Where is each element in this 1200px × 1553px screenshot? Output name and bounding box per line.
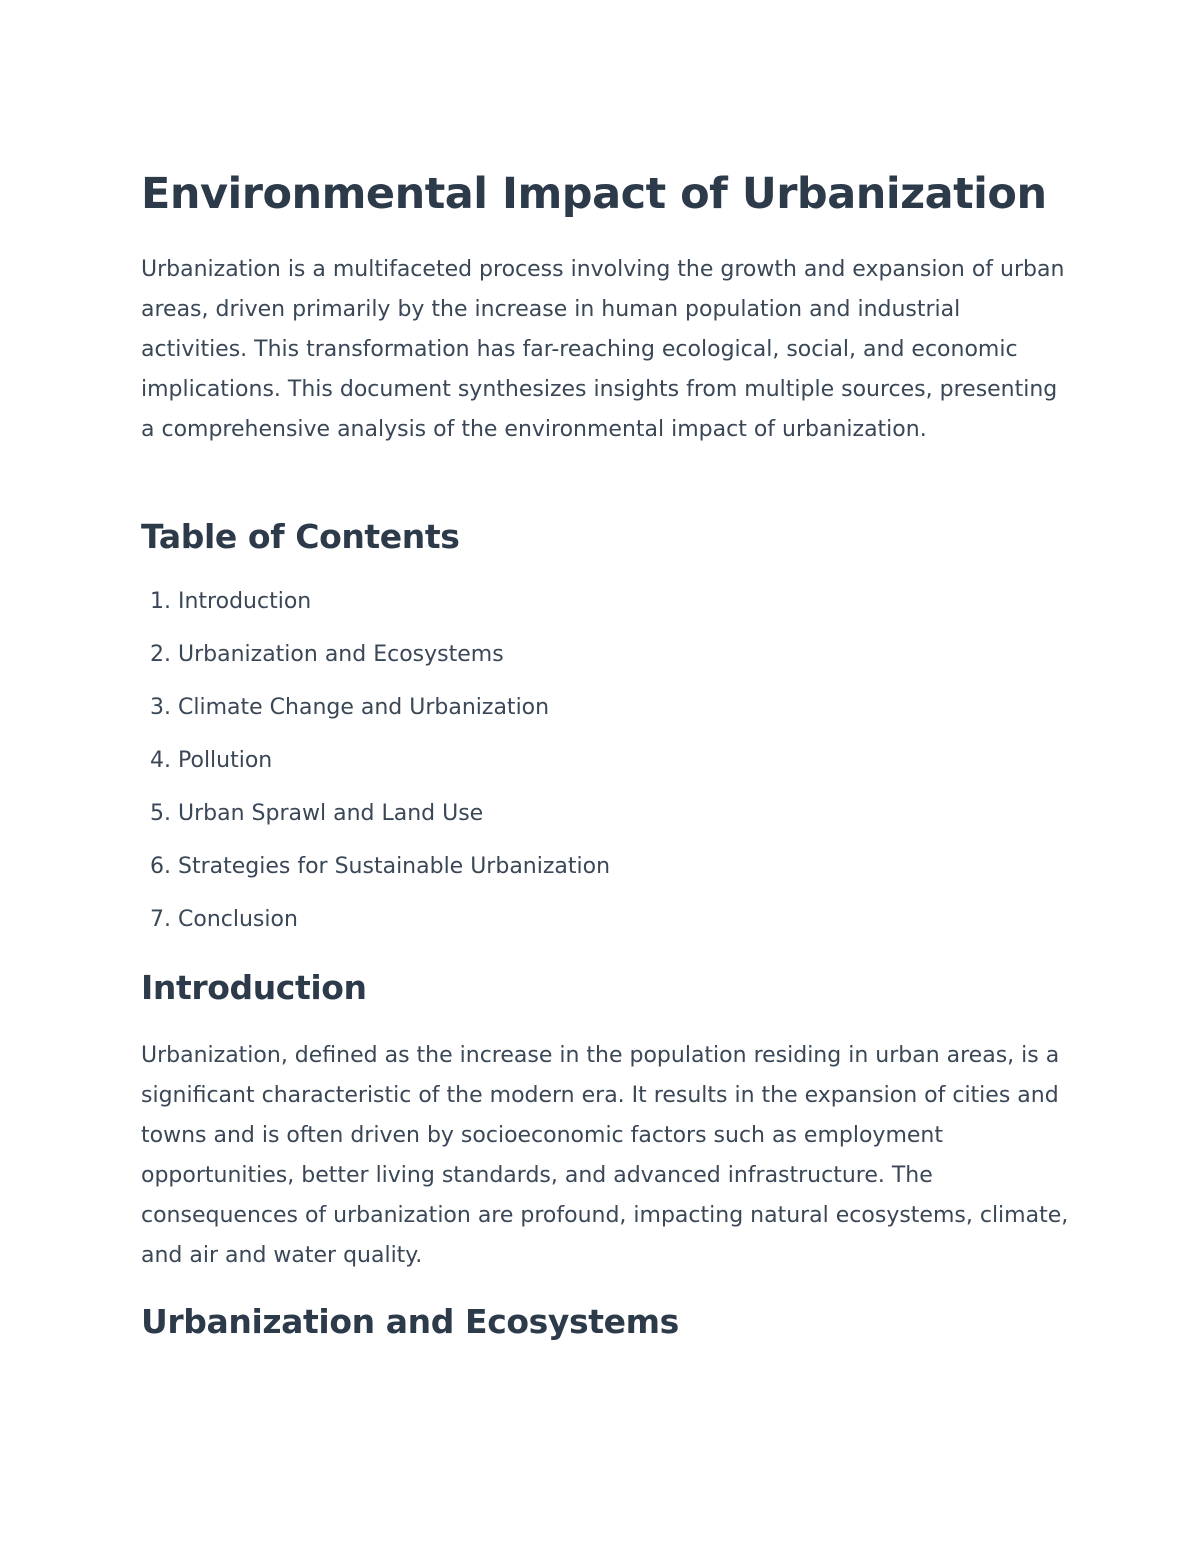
- toc-item-pollution[interactable]: [141, 741, 610, 794]
- toc-item-label: Introduction: [178, 589, 312, 614]
- ecosystems-heading: Urbanization and Ecosystems: [141, 1302, 679, 1341]
- toc-item-number: 5.: [150, 801, 171, 826]
- toc-item-conclusion[interactable]: [141, 900, 610, 953]
- intro-paragraph: Urbanization is a multifaceted process involving the growth and expansion of urban areas, driven primarily by the increase in human population and industrial activities. This transformation has far-reaching ecological, social, and economic implications. This document synthesizes insights from multiple sources, presenting a comprehensive analysis of the environmental impact of urbanization.: [141, 257, 1065, 442]
- toc-item-number: 7.: [150, 907, 171, 932]
- toc-item-number: 1.: [150, 589, 171, 614]
- toc-item-climate-change[interactable]: [141, 688, 610, 741]
- toc-item-label: Climate Change and Urbanization: [178, 695, 550, 720]
- toc-item-urban-sprawl[interactable]: [141, 794, 610, 847]
- toc-item-label: Strategies for Sustainable Urbanization: [178, 854, 611, 879]
- toc-item-number: 2.: [150, 642, 171, 667]
- introduction-heading: Introduction: [141, 968, 367, 1007]
- toc-item-number: 3.: [150, 695, 171, 720]
- toc-item-urbanization-and-ecosystems[interactable]: [141, 635, 610, 688]
- toc-heading: Table of Contents: [141, 517, 460, 556]
- toc-item-introduction[interactable]: [141, 582, 610, 635]
- table-of-contents: [141, 582, 610, 953]
- toc-item-label: Urbanization and Ecosystems: [178, 642, 504, 667]
- document-title: Environmental Impact of Urbanization: [141, 169, 1047, 219]
- toc-item-number: 6.: [150, 854, 171, 879]
- toc-item-label: Urban Sprawl and Land Use: [178, 801, 484, 826]
- toc-item-strategies[interactable]: [141, 847, 610, 900]
- toc-item-label: Pollution: [178, 748, 273, 773]
- toc-item-label: Conclusion: [178, 907, 298, 932]
- toc-item-number: 4.: [150, 748, 171, 773]
- introduction-paragraph: Urbanization, defined as the increase in the population residing in urban areas, is a significant characteristic of the modern era. It results in the expansion of cities and towns and is often driven by socioeconomic factors such as employment opportunities, better living standards, and advanced infrastructure. The consequences of urbanization are profound, impacting natural ecosystems, climate, and air and water quality.: [141, 1043, 1069, 1268]
